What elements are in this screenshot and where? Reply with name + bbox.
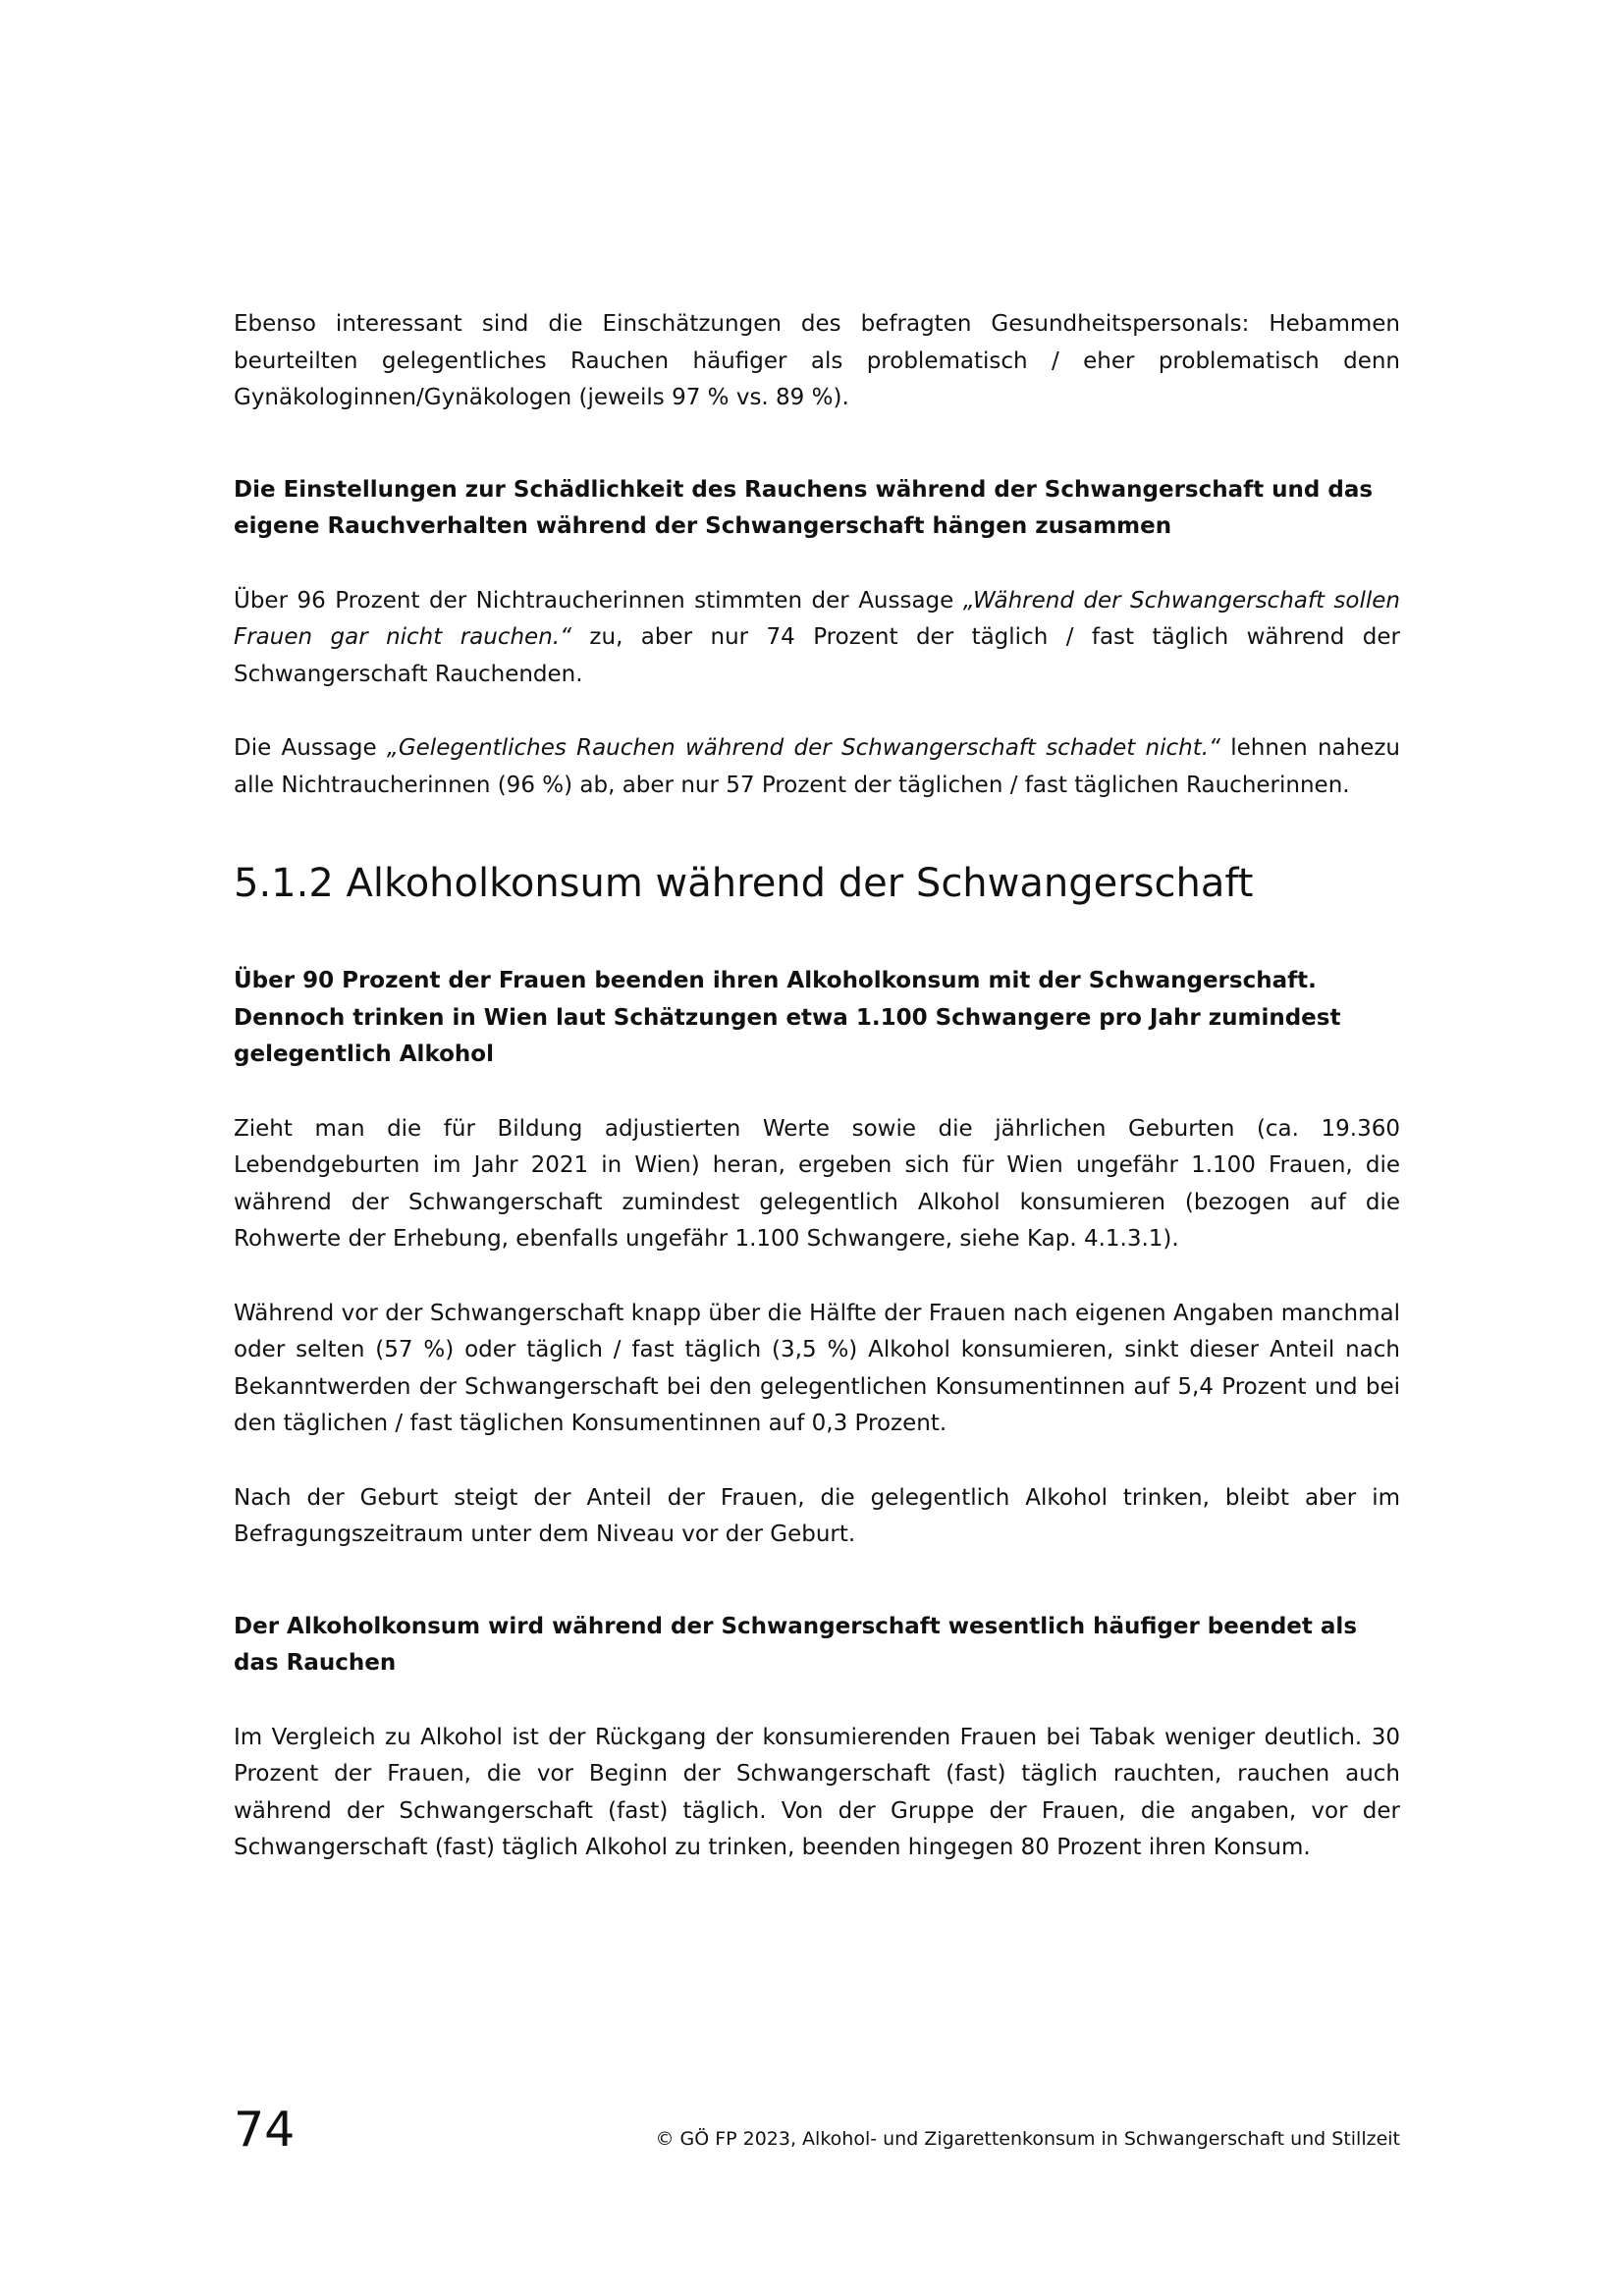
text-run: Die Aussage	[234, 735, 387, 761]
text-run: zu, aber nur 74 Prozent der täglich / fast täglich während der Schwangerschaft Rauchenden.	[234, 624, 1400, 687]
paragraph-consumption-shares: Während vor der Schwangerschaft knapp über die Hälfte der Frauen nach eigenen Angaben manchmal oder selten (57 %) oder täglich / fast täglich (3,5 %) Alkohol konsumieren, sinkt dieser Anteil nach Bekanntwerden der Schwangerschaft bei den gelegentlichen Konsumentinnen auf 5,4 Prozent und bei den täglichen / fast täglichen Konsumentinnen auf 0,3 Prozent.	[234, 1300, 1400, 1436]
paragraph-health-staff-assessment: Ebenso interessant sind die Einschätzungen des befragten Gesundheitspersonals: Hebammen beurteilten gelegentliches Rauchen häufiger als problematisch / eher problematisch denn Gynäkologinnen/Gynäkologen (jeweils 97 % vs. 89 %).	[234, 311, 1400, 410]
text-run: lehnen nahezu alle Nichtraucherinnen (96 %) ab, aber nur 57 Prozent der täglichen / fast täglichen Raucherinnen.	[234, 735, 1401, 798]
section-heading: 5.1.2 Alkoholkonsum während der Schwangerschaft	[234, 861, 1254, 906]
page-body	[234, 306, 1400, 1867]
quote-statement: „Gelegentliches Rauchen während der Schwangerschaft schadet nicht.“	[386, 735, 1220, 761]
paragraph-after-birth: Nach der Geburt steigt der Anteil der Frauen, die gelegentlich Alkohol trinken, bleibt aber im Befragungszeitraum unter dem Niveau vor der Geburt.	[234, 1484, 1400, 1547]
page-number: 74	[234, 2102, 296, 2158]
footer-copyright: © GÖ FP 2023, Alkohol- und Zigarettenkonsum in Schwangerschaft und Stillzeit	[655, 2128, 1400, 2150]
lead-smoking-attitudes: Die Einstellungen zur Schädlichkeit des Rauchens während der Schwangerschaft und das eigene Rauchverhalten während der Schwangerschaft hängen zusammen	[234, 476, 1374, 539]
paragraph-tobacco-comparison: Im Vergleich zu Alkohol ist der Rückgang der konsumierenden Frauen bei Tabak weniger deutlich. 30 Prozent der Frauen, die vor Beginn der Schwangerschaft (fast) täglich rauchten, rauchen auch während der Schwangerschaft (fast) täglich. Von der Gruppe der Frauen, die angaben, vor der Schwangerschaft (fast) täglich Alkohol zu trinken, beenden hingegen 80 Prozent ihren Konsum.	[234, 1724, 1400, 1860]
lead-alcohol-vs-smoking: Der Alkoholkonsum wird während der Schwangerschaft wesentlich häufiger beendet als das Rauchen	[234, 1613, 1358, 1676]
paragraph-nonsmoker-agreement	[234, 583, 1400, 694]
quote-statement: „Während der Schwangerschaft sollen Frauen gar nicht rauchen.“	[234, 587, 1400, 650]
paragraph-occasional-smoking	[234, 730, 1400, 804]
paragraph-vienna-estimate: Zieht man die für Bildung adjustierten Werte sowie die jährlichen Geburten (ca. 19.360 Lebendgeburten im Jahr 2021 in Wien) heran, ergeben sich für Wien ungefähr 1.100 Frauen, die während der Schwangerschaft zumindest gelegentlich Alkohol konsumieren (bezogen auf die Rohwerte der Erhebung, ebenfalls ungefähr 1.100 Schwangere, siehe Kap. 4.1.3.1).	[234, 1115, 1400, 1252]
lead-alcohol-cessation: Über 90 Prozent der Frauen beenden ihren Alkoholkonsum mit der Schwangerschaft. Dennoch trinken in Wien laut Schätzungen etwa 1.100 Schwangere pro Jahr zumindest gelegentlich Alkohol	[234, 968, 1341, 1067]
text-run: Über 96 Prozent der Nichtraucherinnen stimmten der Aussage	[234, 587, 963, 614]
